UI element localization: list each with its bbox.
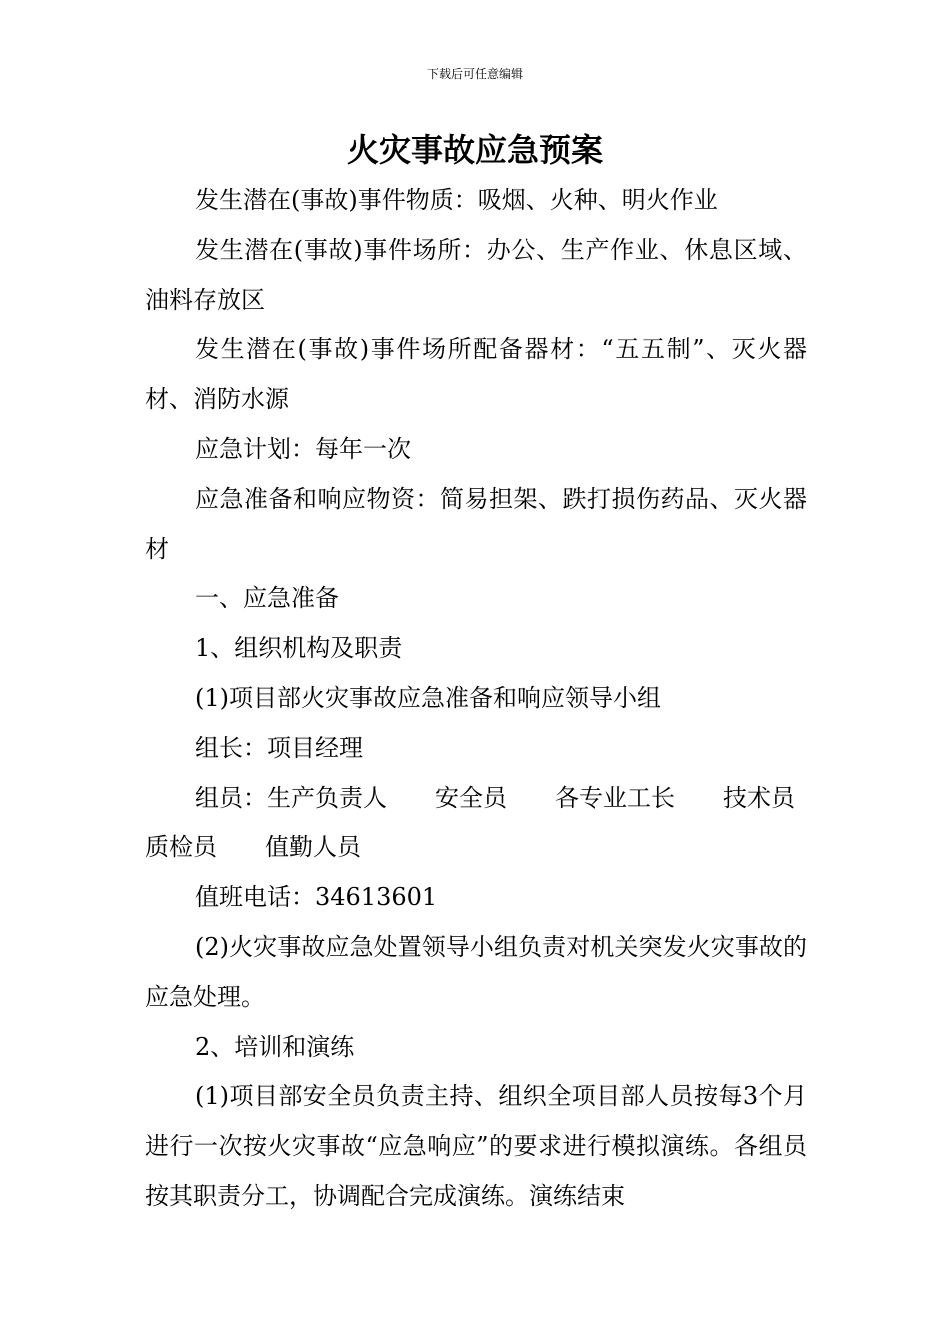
paragraph-drill: (1)项目部安全员负责主持、组织全项目部人员按每3个月进行一次按火灾事故“应急响应”的要求进行模拟演练。各组员按其职责分工，协调配合完成演练。演练结束: [145, 1082, 807, 1210]
paragraph-leadership-group: (1)项目部火灾事故应急准备和响应领导小组: [195, 683, 661, 712]
paragraph-group-members-cont: 质检员 值勤人员: [145, 833, 361, 862]
paragraph-hazard-locations: 发生潜在(事故)事件场所：办公、生产作业、休息区域、油料存放区: [145, 235, 807, 314]
document-title: 火灾事故应急预案: [346, 131, 603, 169]
subsection-heading-organization: 1、组织机构及职责: [195, 634, 403, 663]
paragraph-equipment: 发生潜在(事故)事件场所配备器材：“五五制”、灭火器材、消防水源: [145, 335, 807, 414]
subsection-heading-training: 2、培训和演练: [195, 1032, 355, 1061]
paragraph-group-members: 组员：生产负责人 安全员 各专业工长 技术员: [195, 783, 795, 812]
paragraph-hazard-materials: 发生潜在(事故)事件物质：吸烟、火种、明火作业: [195, 186, 718, 214]
section-heading-preparation: 一、应急准备: [195, 584, 339, 613]
header-note: 下载后可任意编辑: [426, 67, 523, 81]
paragraph-duty-phone: 值班电话：34613601: [195, 883, 438, 912]
paragraph-group-leader: 组长：项目经理: [195, 733, 363, 762]
document-body: [145, 176, 807, 1222]
paragraph-emergency-supplies: 应急准备和响应物资：简易担架、跌打损伤药品、灭火器材: [145, 484, 807, 563]
paragraph-disposal-group: (2)火灾事故应急处置领导小组负责对机关突发火灾事故的应急处理。: [145, 932, 807, 1011]
paragraph-emergency-plan: 应急计划：每年一次: [195, 434, 411, 463]
